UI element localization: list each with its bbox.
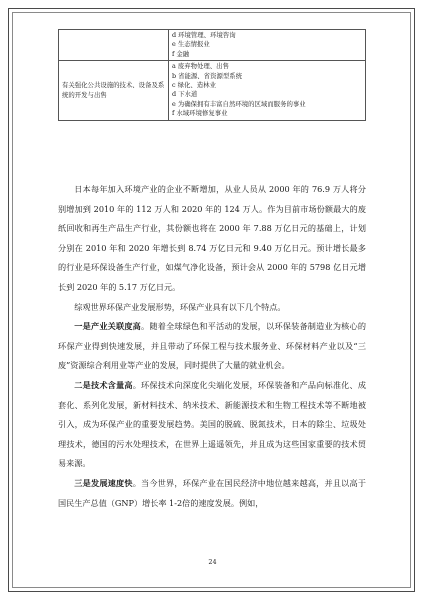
list-item: f 金融 (172, 49, 190, 58)
environment-industry-table (58, 29, 366, 121)
list-item: b 省能源、省资源型系统 (172, 71, 243, 80)
paragraph-feature-3 (58, 474, 366, 513)
paragraph-lead: 二是技术含量高 (74, 379, 133, 390)
paragraph-feature-1 (58, 317, 366, 376)
paragraph-lead: 一是产业关联度高 (74, 321, 142, 332)
paragraph-text: 。随着全球绿色和平活动的发展，以环保装备制造业为核心的环保产业得到快速发展，并且带动了环保工程与技术服务业、环保材料产业以及“三废”资源综合利用业等产业的发展，同时提供了大量的就业机会。 (58, 321, 366, 371)
paragraph-lead: 三是发展速度快 (74, 477, 133, 488)
list-item: d 下水道 (172, 90, 198, 99)
list-item: e 生态情报业 (172, 40, 210, 49)
list-item: c 绿化、造林业 (172, 81, 216, 90)
page-number: 24 (208, 558, 217, 566)
paragraph-feature-2 (58, 376, 366, 474)
table-items-cell (169, 30, 366, 61)
body-text (58, 180, 366, 513)
table-category-cell (59, 30, 169, 61)
paragraph-text: 综观世界环保产业发展形势，环保产业具有以下几个特点。 (74, 301, 286, 312)
table-row (59, 61, 366, 120)
list-item: d 环境管理、环境咨询 (172, 31, 236, 39)
table-items-cell (169, 61, 366, 120)
table-category-cell: 有关强化公共设施的技术、设备及系统的开发与出售 (59, 61, 169, 120)
paragraph-text: 日本每年加入环境产业的企业不断增加，从业人员从 2000 年的 76.9 万人将分别增加到 2010 年的 112 万人和 2020 年的 124 万人。作为目前市场份额最大的废纸回收和再生产品生产行业，其份额也将在 2000 年 7.88 万亿日元的基础上，计划分别在 2010 年和 2020 年增长到 8.74 万亿日元和 9.40 万亿日元。预计增长最多的行业是环保设备生产行业，如煤气净化设备，预计会从 2000 年的 5798 亿日元增长到 2020 年的 5.17 万亿日元。 (58, 184, 366, 292)
paragraph-text: 。环保技术向深度化尖端化发展，环保装备和产品向标准化、成套化、系列化发展，新材料技术、纳米技术、新能源技术和生物工程技术等不断地被引入，成为环保产业的重要发展趋势。美国的脱硫、脱氮技术，日本的除尘、垃圾处理技术，德国的污水处理技术，在世界上遥遥领先，并且成为这些国家重要的技术贸易来源。 (58, 379, 366, 469)
list-item: e 为确保拥有丰富自然环境的区域而服务的事业 (172, 99, 306, 108)
list-item: a 废弃物处理、出售 (172, 62, 229, 71)
table-row (59, 30, 366, 61)
paragraph-japan-growth (58, 180, 366, 298)
paragraph-text: 。当今世界，环保产业在国民经济中地位越来越高，并且以高于国民生产总值（GNP）增长率 1-2倍的速度发展。例如， (58, 477, 366, 508)
list-item: f 水域环境修复事业 (172, 109, 228, 118)
paragraph-overview (58, 298, 366, 318)
